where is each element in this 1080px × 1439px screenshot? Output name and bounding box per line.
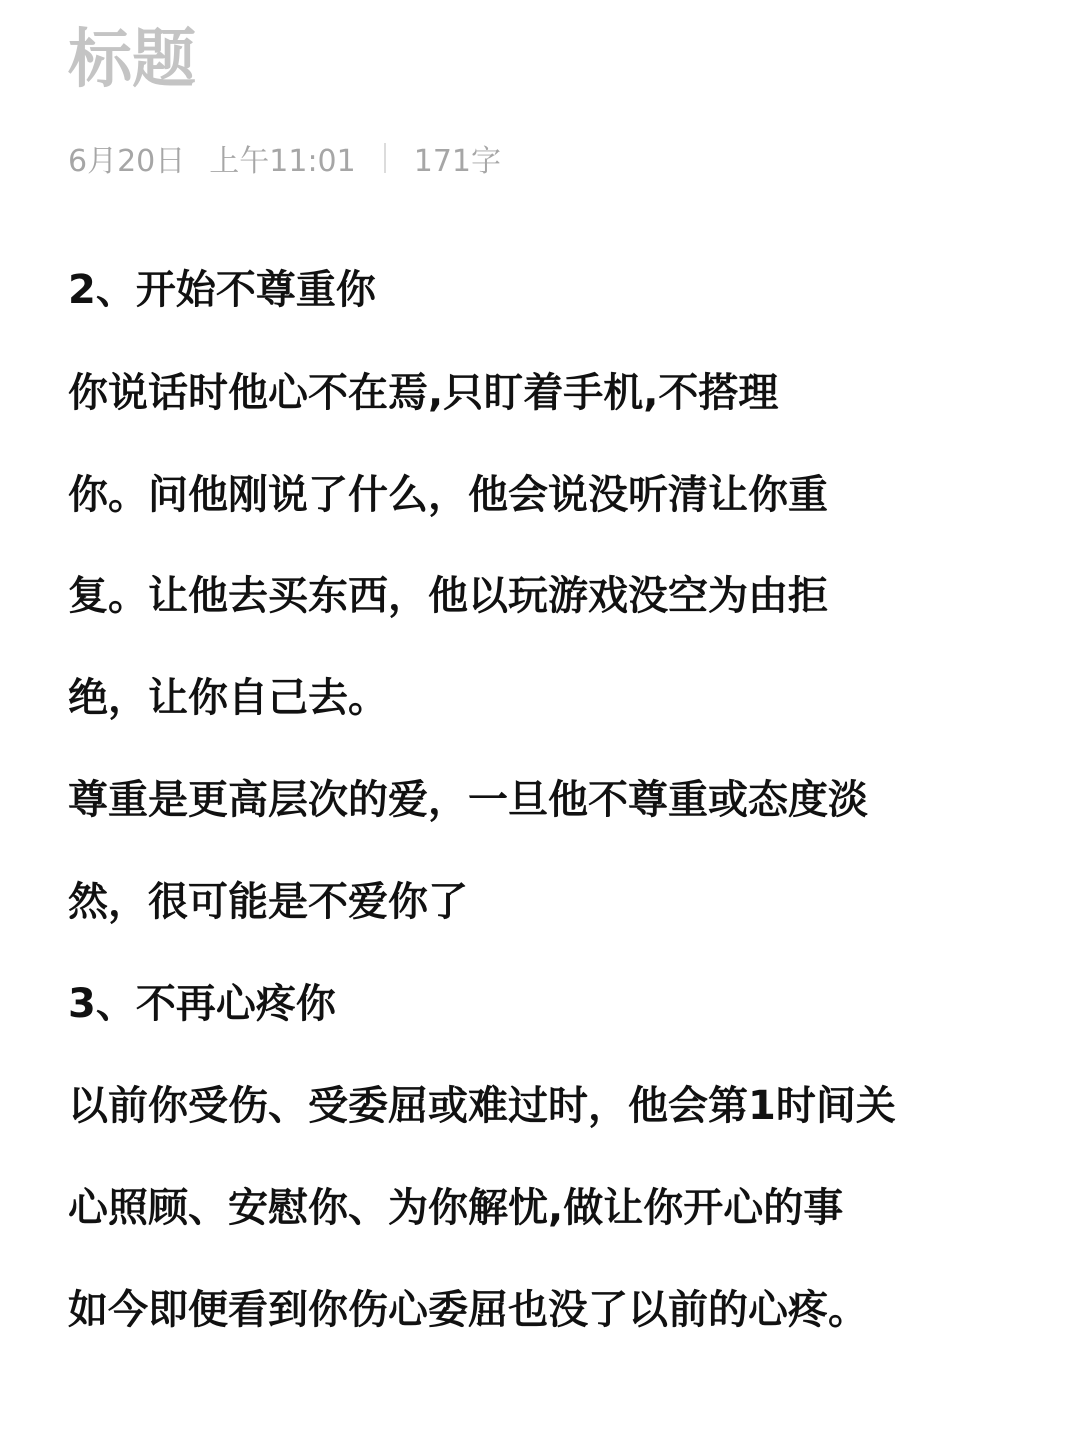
content-line[interactable]: 以前你受伤、受委屈或难过时，他会第1时间关 (68, 1083, 896, 1129)
meta-divider (384, 143, 386, 173)
word-count: 171字 (413, 144, 501, 179)
content-line[interactable]: 尊重是更高层次的爱，一旦他不尊重或态度淡 (68, 777, 868, 823)
note-meta (68, 138, 501, 178)
note-time: 上午11:01 (209, 144, 356, 179)
note-date: 6月20日 (68, 144, 186, 179)
note-title[interactable]: 标题 (68, 23, 196, 97)
content-heading-3[interactable]: 3、不再心疼你 (68, 981, 336, 1027)
content-line[interactable]: 然，很可能是不爱你了 (68, 879, 468, 925)
content-line[interactable]: 复。让他去买东西，他以玩游戏没空为由拒 (68, 573, 828, 619)
content-line[interactable]: 绝，让你自己去。 (68, 675, 388, 721)
content-line[interactable]: 你说话时他心不在焉,只盯着手机,不搭理 (68, 370, 779, 416)
content-line[interactable]: 如今即便看到你伤心委屈也没了以前的心疼。 (68, 1287, 868, 1333)
content-line[interactable]: 你。问他刚说了什么，他会说没听清让你重 (68, 472, 828, 518)
content-heading-2[interactable]: 2、开始不尊重你 (68, 267, 376, 313)
content-line[interactable]: 心照顾、安慰你、为你解忧,做让你开心的事 (68, 1185, 844, 1231)
